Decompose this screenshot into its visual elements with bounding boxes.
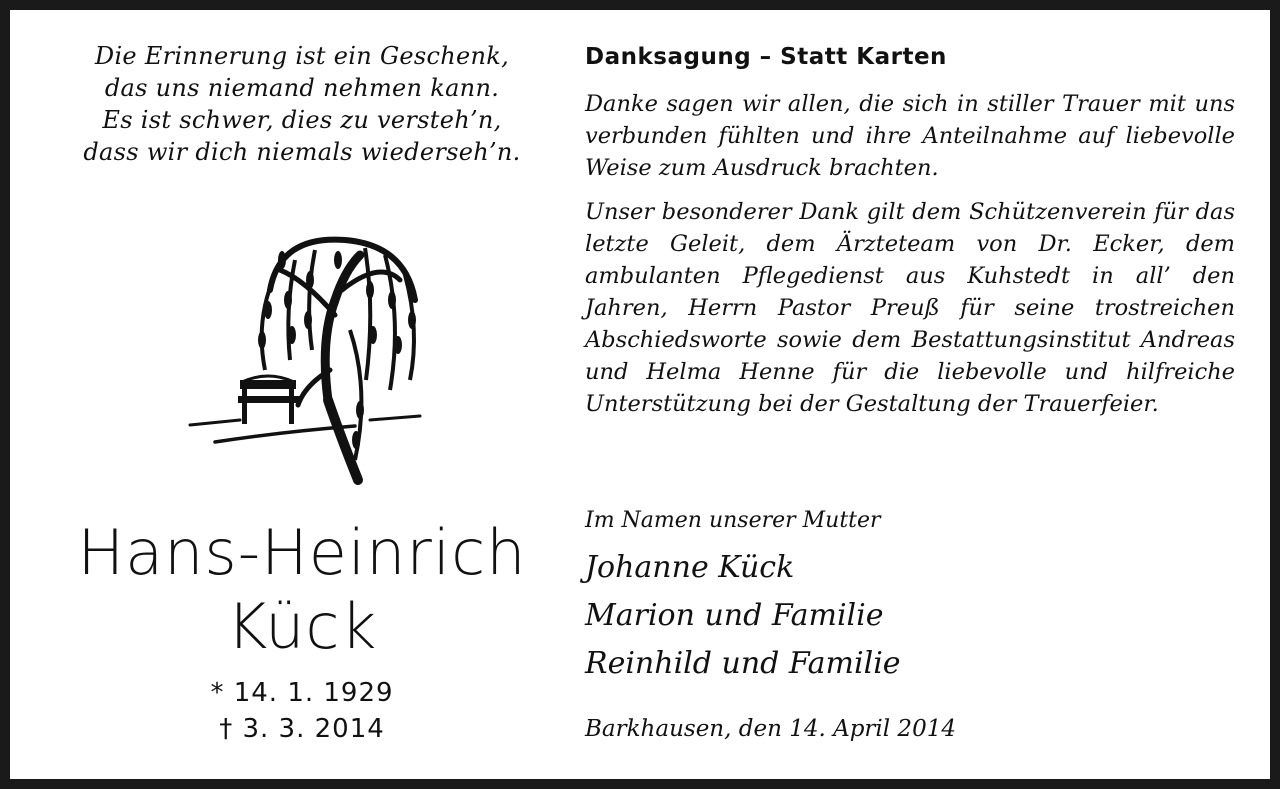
life-dates <box>32 675 572 747</box>
thanks-paragraph-special: Unser besonderer Dank gilt dem Schützenverein für das letzte Geleit, dem Ärzteteam von Dr. Ecker, dem ambulanten Pflegedienst aus Kuhstedt in all’ den Jahren, Herrn Pastor Preuß für seine trostreichen Abschiedsworte sowie dem Bestattungsinstitut Andreas und Helma Henne für die liebevolle und hilfreiche Unterstützung bei der Gestaltung der Trauerfeier. <box>585 199 1235 417</box>
poem-line: dass wir dich niemals wiederseh’n. <box>83 138 521 166</box>
deceased-name <box>32 516 572 664</box>
thanks-section <box>585 40 1235 432</box>
thanks-paragraph: Danke sagen wir allen, die sich in stiller Trauer mit uns verbunden fühlten und ihre Anteilnahme auf liebevolle Weise zum Ausdruck brachten. <box>585 91 1235 181</box>
on-behalf-line: Im Namen unserer Mutter <box>585 508 881 533</box>
birth-date: * 14. 1. 1929 <box>210 678 394 708</box>
weeping-willow-bench-icon <box>170 220 430 490</box>
deceased-last-name: Kück <box>226 590 378 663</box>
family-name: Reinhild und Familie <box>585 646 901 681</box>
obituary-card <box>10 10 1270 779</box>
poem-line: das uns niemand nehmen kann. <box>104 74 500 102</box>
poem-line: Es ist schwer, dies zu versteh’n, <box>102 106 502 134</box>
family-name: Johanne Kück <box>585 550 795 585</box>
deceased-first-name: Hans-Heinrich <box>77 516 527 589</box>
place-date: Barkhausen, den 14. April 2014 <box>585 716 956 742</box>
memorial-poem <box>32 40 572 168</box>
poem-line: Die Erinnerung ist ein Geschenk, <box>94 42 510 70</box>
death-date: † 3. 3. 2014 <box>219 714 385 744</box>
thanks-heading: Danksagung – Statt Karten <box>585 44 947 70</box>
signoff <box>585 506 1235 688</box>
family-name: Marion und Familie <box>585 598 884 633</box>
